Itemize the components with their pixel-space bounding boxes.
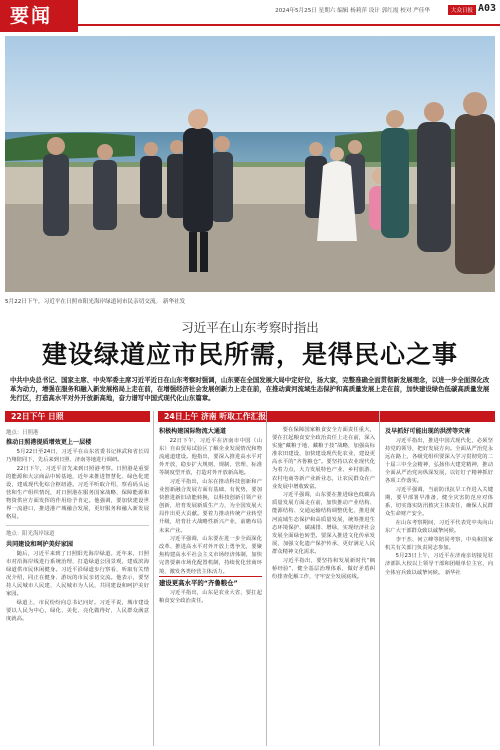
location-label: 地点：阳光海岸绿道	[6, 531, 55, 538]
article-column-4	[385, 426, 493, 746]
paragraph: 绿道上，市民纷纷向总书记问好。习近平说，城市建设要以人民为中心，绿化、美化、亮化做得好，人民群众满意度就高。	[6, 599, 149, 622]
divider	[6, 525, 149, 526]
paragraph: 22日下午，习近平在济南市中国（山东）自由贸易试验区了解企业发展情况和物流通道建设。他指出，要深入推进高水平对外开放，稳步扩大规则、规制、管理、标准等制度型开放，打造对外开放新高地。	[159, 438, 262, 477]
column-divider	[266, 411, 267, 746]
section-bar-rizhao: 22日下午 日照	[5, 411, 150, 422]
page-number: A03	[477, 3, 496, 14]
subheading: 推动日照港提质增效更上一层楼	[6, 439, 92, 447]
paragraph: 习近平强调，当前防汛抗旱工作进入关键期，要早部署早准备，健全灾害防范应对体系，切实落实防汛救灾主体责任，确保人民群众生命财产安全。	[385, 487, 493, 518]
location-label: 地点：日照港	[6, 430, 39, 436]
masthead-rule	[78, 24, 500, 26]
date-line: 2024年5月25日 星期六 编辑 杨莉萍 设计 郭红霞 校对 严佳华	[275, 8, 430, 14]
article-lead: 中共中央总书记、国家主席、中央军委主席习近平近日在山东考察时强调，山东要在全国发展大局中定好位，扬大家，完整准确全面贯彻新发展理念，以进一步全面深化改革为动力，增强在服务和融入新发展格局上走在前，在增强经济社会发展创新力上走在前，在推动黄河流域生态保护和高质量发展上走在前，加快建设绿色低碳高质量发展先行区，打造高水平对外开放新高地，奋力谱写中国式现代化山东篇章。	[10, 376, 490, 402]
article-column-1	[6, 426, 149, 746]
article-headline: 建设绿道应市民所需，是得民心之事	[41, 340, 458, 369]
paragraph: 习近平指出，山东在推动科技创新和产业创新融合发展方面有基础、有优势，要加快推进新旧动能转换，以科技创新引领产业创新，培育发展新质生产力，为全国发展大局作出更大贡献。要着力推动传统产业转型升级，培育壮大战略性新兴产业，前瞻布局未来产业。	[159, 478, 262, 534]
paragraph: 5月22日至24日，习近平在山东省委书记林武和省长周乃翔陪同下，先后来到日照、济南等地进行调研。	[6, 449, 149, 464]
edition-badge: 大众日报	[448, 5, 476, 15]
paragraph: 习近平指出，推进中国式现代化，必须坚持党的领导，把好发展方向。全面从严治党永远在路上，各级党组织要深入学习贯彻党的二十届三中全会精神，弘扬伟大建党精神，推动全面从严治党向纵深发展，以钉钉子精神抓好各项工作落实。	[385, 438, 493, 485]
paragraph: 习近平指出，要坚持和发展新时代“枫桥经验”，健全基层治理体系，做好矛盾纠纷排查化解工作，守牢安全发展底线。	[272, 557, 375, 580]
subheading: 及早抓好可能出现的洪涝等灾害	[385, 428, 471, 435]
subheading: 共同建设和呵护美好家园	[6, 540, 74, 548]
article-kicker: 习近平在山东考察时指出	[181, 320, 319, 335]
paragraph: 李干杰、何立峰等陪同考察，中央和国家机关有关部门负责同志参加。	[385, 536, 493, 551]
paragraph: 习近平强调，山东要在进一步全面深化改革、推进高水平对外开放上勇争先，要聚焦构建高水平社会主义市场经济体制，加快完善要素市场化配置机制，持续优化营商环境，激发各类经营主体活力。	[159, 536, 262, 575]
subheading-box: 建设更高水平的“齐鲁粮仓”	[159, 576, 262, 589]
photo-caption: 5月22日下午，习近平在日照市阳光海岸绿道同市民亲切交流。 新华社发	[5, 299, 186, 305]
article-column-2	[159, 426, 262, 746]
column-divider	[153, 411, 154, 746]
paragraph: 22日下午，习近平首先来到日照港考察。日照港是重要的能源和大宗商品中转基地，近年来推进智慧化、绿色化建设，建成现代化综合枢纽港。习近平听取介绍，察看码头运营和生产组织情况，对日照港在服务国家战略、保障能源和物资供应方面发挥的作用给予肯定。他强调，要加快建设世界一流港口，推进港产城融合发展，更好服务和融入新发展格局。	[6, 465, 149, 521]
news-photo-illustration	[5, 36, 495, 292]
masthead	[0, 0, 500, 32]
article-column-3	[272, 426, 375, 746]
paragraph: 随后，习近平来到了日照阳光海岸绿道。近年来，日照市对沿海岸线进行系统治理，打造绿道公园景观，建成滨海绿道供市民休闲健身。习近平沿绿道步行察看，听取有关情况介绍，同正在健身、游玩的市民亲切交流。他表示，要坚持人民城市人民建、人民城市为人民，共同建设和呵护美好家园。	[6, 550, 149, 597]
paragraph: 5月23日上午，习近平在济南亲切接见驻济部队大校以上领导干部和团级单位主官，向全体官兵致以诚挚问候。 新华社	[385, 553, 493, 576]
paragraph: 在山东考察期间，习近平代表党中央向山东广大干部群众致以诚挚问候。	[385, 519, 493, 535]
paragraph: 要在保障国家粮食安全方面责任重大，要在扛起粮食安全政治责任上走在前，深入实施“藏粮于地、藏粮于技”战略，加强高标准农田建设，加快建设现代化农业，建设更高水平的“齐鲁粮仓”。要坚持以农业现代化为着力点，大力发展特色产业、乡村旅游、农村电商等新产业新业态，让农民群众在产业发展中增收致富。	[272, 427, 375, 490]
section-bar-jinan: 24日上午 济南 听取工作汇报	[158, 411, 495, 422]
paragraph: 习近平指出，山东是农业大省，要扛起粮食安全政治责任。	[159, 589, 262, 604]
news-photo	[5, 36, 495, 292]
section-title: 要闻	[0, 0, 78, 32]
paragraph: 习近平强调，山东要在推进绿色低碳高质量发展方面走在前，加快推动产业结构、能源结构、交通运输结构调整优化，推进黄河流域生态保护和高质量发展，统筹推进生态环境保护、碳减排、增绿，实现经济社会发展全面绿色转型。要深入推进文化传承发展，加强文化遗产保护传承，更好满足人民群众精神文化需求。	[272, 492, 375, 555]
column-divider	[379, 411, 380, 746]
subheading: 积极构建国际物流大通道	[159, 428, 227, 435]
